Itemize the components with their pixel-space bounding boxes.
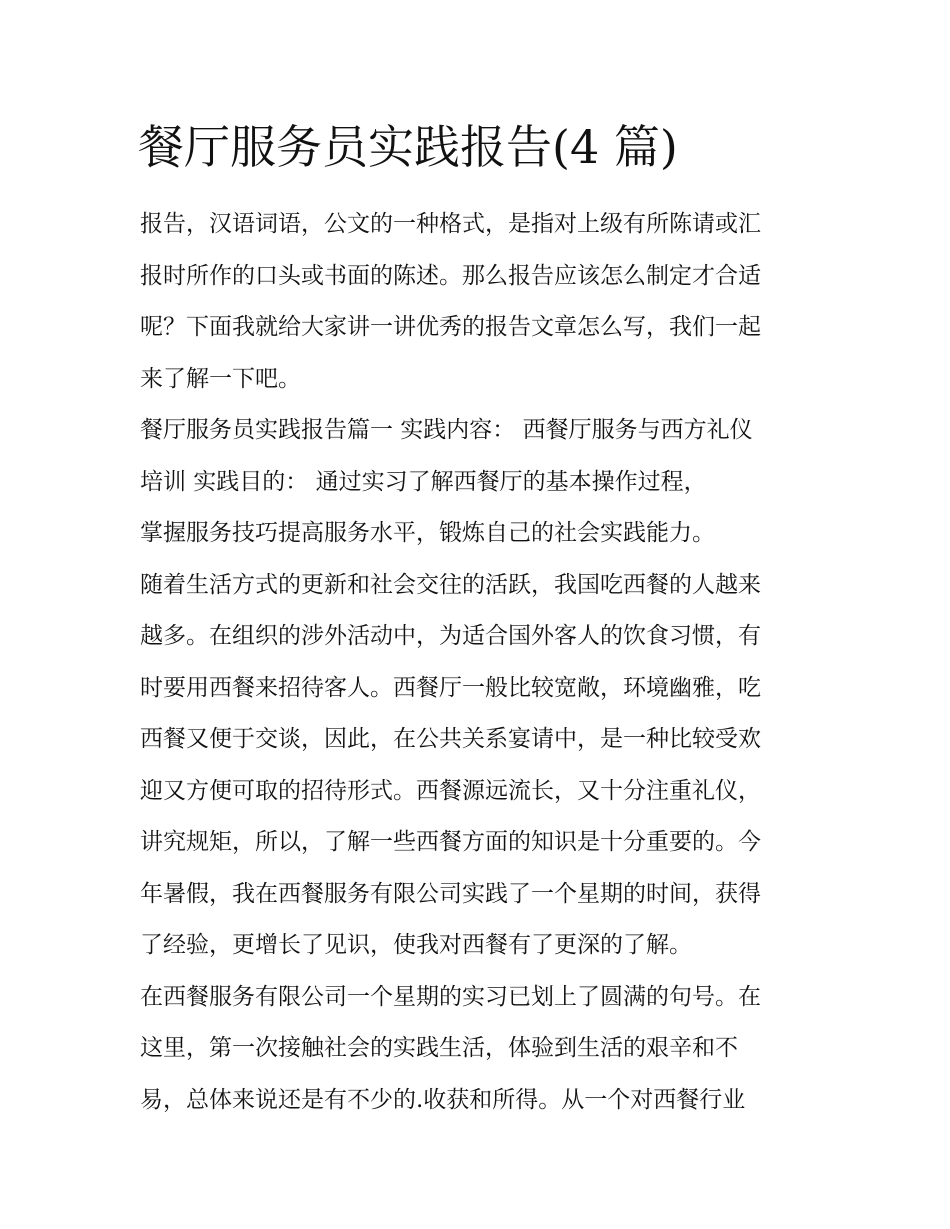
body-line: 西餐又便于交谈，因此，在公共关系宴请中，是一种比较受欢 bbox=[140, 726, 761, 752]
body-line: 随着生活方式的更新和社会交往的活跃，我国吃西餐的人越来 bbox=[140, 571, 761, 598]
body-line: 易，总体来说还是有不少的.收获和所得。从一个对西餐行业 bbox=[140, 1086, 746, 1113]
body-line: 培训 实践目的： 通过实习了解西餐厅的基本操作过程， bbox=[140, 468, 707, 495]
body-line: 了经验，更增长了见识，使我对西餐有了更深的了解。 bbox=[140, 932, 692, 958]
document-body bbox=[140, 199, 816, 1126]
body-line: 来了解一下吧。 bbox=[140, 365, 301, 392]
body-line: 报时所作的口头或书面的陈述。那么报告应该怎么制定才合适 bbox=[140, 262, 761, 289]
body-line: 时要用西餐来招待客人。西餐厅一般比较宽敞，环境幽雅，吃 bbox=[140, 674, 761, 701]
body-line: 掌握服务技巧提高服务水平，锻炼自己的社会实践能力。 bbox=[140, 520, 715, 546]
body-line: 呢？下面我就给大家讲一讲优秀的报告文章怎么写，我们一起 bbox=[140, 314, 761, 340]
body-line: 迎又方便可取的招待形式。西餐源远流长，又十分注重礼仪， bbox=[140, 777, 761, 804]
body-line: 在西餐服务有限公司一个星期的实习已划上了圆满的句号。在 bbox=[140, 983, 761, 1010]
body-line: 讲究规矩，所以，了解一些西餐方面的知识是十分重要的。今 bbox=[140, 829, 761, 855]
body-line: 餐厅服务员实践报告篇一 实践内容： 西餐厅服务与西方礼仪 bbox=[140, 417, 753, 443]
body-line: 越多。在组织的涉外活动中，为适合国外客人的饮食习惯，有 bbox=[140, 623, 761, 649]
body-line: 年暑假，我在西餐服务有限公司实践了一个星期的时间，获得 bbox=[140, 880, 761, 907]
body-line: 这里，第一次接触社会的实践生活，体验到生活的艰辛和不 bbox=[140, 1035, 738, 1061]
body-line: 报告，汉语词语，公文的一种格式，是指对上级有所陈请或汇 bbox=[140, 211, 761, 237]
document-title: 餐厅服务员实践报告(4 篇) bbox=[138, 120, 678, 174]
